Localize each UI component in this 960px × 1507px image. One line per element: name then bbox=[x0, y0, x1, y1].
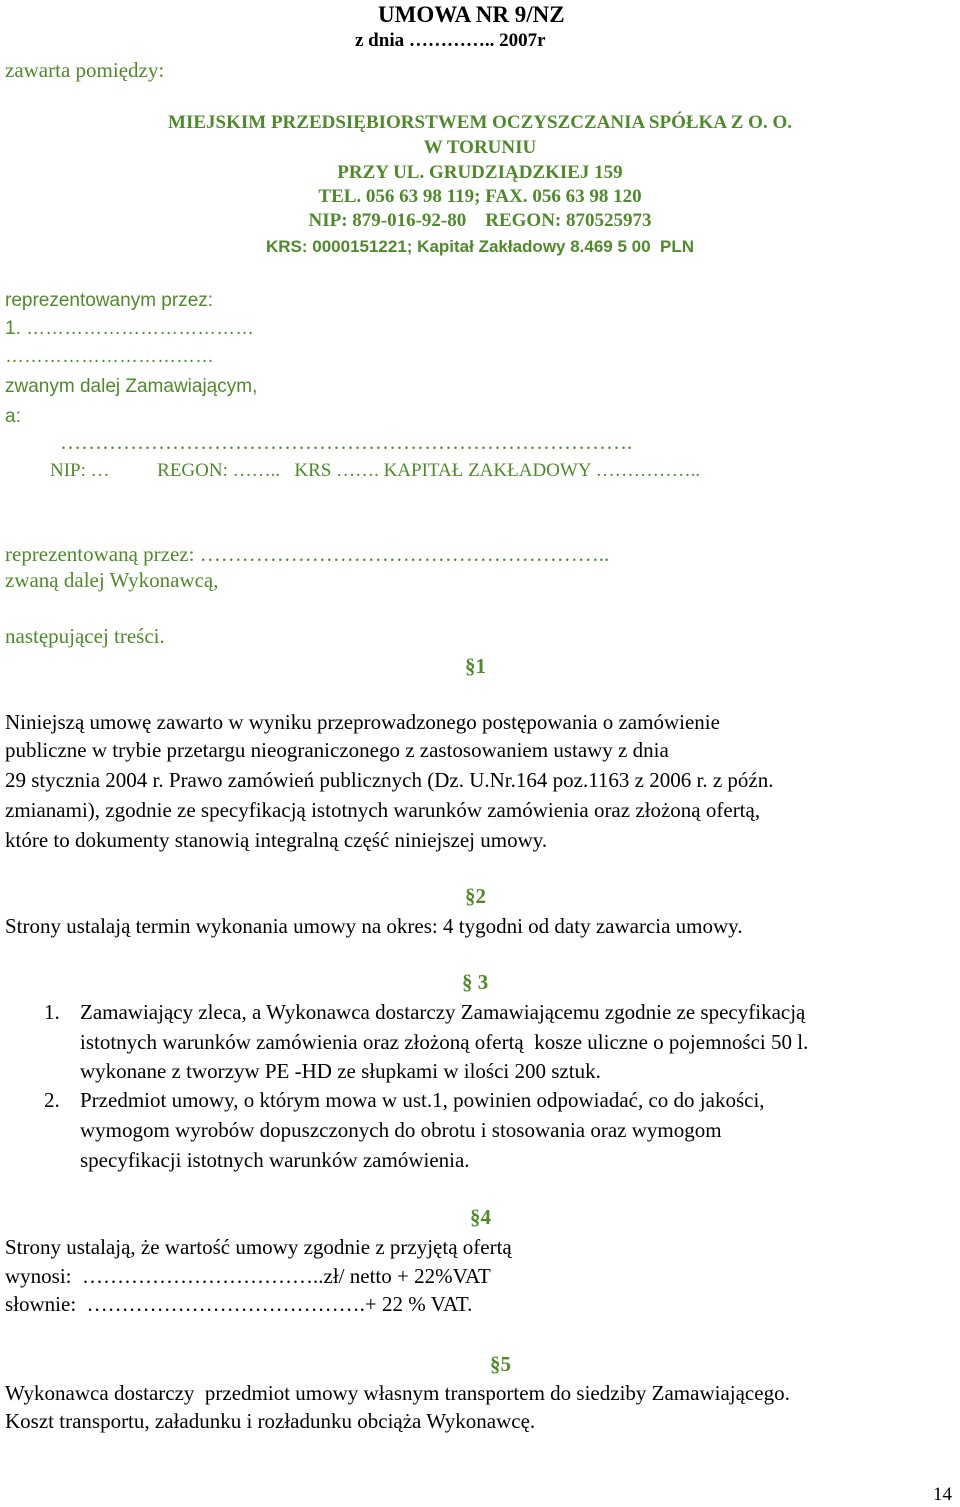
section-4-heading: §4 bbox=[470, 1205, 491, 1229]
client-rep-label: reprezentowanym przez: bbox=[5, 290, 214, 311]
section-3-heading: § 3 bbox=[462, 970, 489, 994]
list-item-line: istotnych warunków zamówienia oraz złożoną ofertą kosze uliczne o pojemności 50 l. bbox=[80, 1030, 809, 1054]
list-item-number: 2. bbox=[44, 1088, 60, 1112]
section-1-line: Niniejszą umowę zawarto w wyniku przeprowadzonego postępowania o zamówienie bbox=[5, 710, 720, 734]
list-item-number: 1. bbox=[44, 1000, 60, 1024]
client-krs-capital: KRS: 0000151221; Kapitał Zakładowy 8.469 5 00 PLN bbox=[265, 237, 695, 256]
section-4-line: Strony ustalają, że wartość umowy zgodnie z przyjętą ofertą bbox=[5, 1235, 512, 1259]
section-5-heading: §5 bbox=[490, 1352, 511, 1376]
content-intro: następującej treści. bbox=[5, 624, 165, 648]
client-address: PRZY UL. GRUDZIĄDZKIEJ 159 bbox=[337, 162, 623, 183]
document-title: UMOWA NR 9/NZ bbox=[378, 2, 565, 27]
client-name-line1: MIEJSKIM PRZEDSIĘBIORSTWEM OCZYSZCZANIA SPÓŁKA Z O. O. bbox=[168, 112, 792, 133]
section-5-line: Koszt transportu, załadunku i rozładunku obciąża Wykonawcę. bbox=[5, 1409, 536, 1433]
section-1-line: publiczne w trybie przetargu nieograniczonego z zastosowaniem ustawy z dnia bbox=[5, 738, 669, 762]
and-label: a: bbox=[5, 406, 21, 427]
client-phone-fax: TEL. 056 63 98 119; FAX. 056 63 98 120 bbox=[318, 186, 642, 207]
page-number: 14 bbox=[933, 1484, 952, 1505]
section-1-heading: §1 bbox=[465, 654, 486, 678]
section-2-text: Strony ustalają termin wykonania umowy na okres: 4 tygodni od daty zawarcia umowy. bbox=[5, 914, 743, 938]
section-1-line: które to dokumenty stanowią integralną część niniejszej umowy. bbox=[5, 828, 548, 852]
section-4-line: słownie: ………………………………….+ 22 % VAT. bbox=[5, 1292, 473, 1316]
section-4-line: wynosi: ……………………………..zł/ netto + 22%VAT bbox=[5, 1264, 491, 1288]
list-item-line: Przedmiot umowy, o którym mowa w ust.1, powinien odpowiadać, co do jakości, bbox=[80, 1088, 765, 1112]
section-2-heading: §2 bbox=[465, 884, 486, 908]
list-item-line: Zamawiający zleca, a Wykonawca dostarczy Zamawiającemu zgodnie ze specyfikacją bbox=[80, 1000, 806, 1024]
client-rep-line1: 1. ……………………………… bbox=[5, 318, 255, 339]
list-item-line: specyfikacji istotnych warunków zamówienia. bbox=[80, 1148, 470, 1172]
client-name-line2: W TORUNIU bbox=[423, 137, 537, 158]
section-1-line: 29 stycznia 2004 r. Prawo zamówień publicznych (Dz. U.Nr.164 poz.1163 z 2006 r. z późn. bbox=[5, 768, 774, 792]
section-1-line: zmianami), zgodnie ze specyfikacją istotnych warunków zamówienia oraz złożoną ofertą, bbox=[5, 798, 761, 822]
contract-intro: zawarta pomiędzy: bbox=[5, 58, 165, 82]
client-rep-line2: …………………………… bbox=[5, 346, 214, 367]
client-nip-regon: NIP: 879-016-92-80 REGON: 870525973 bbox=[308, 210, 652, 231]
client-called: zwanym dalej Zamawiającym, bbox=[5, 376, 258, 397]
section-5-line: Wykonawca dostarczy przedmiot umowy własnym transportem do siedziby Zamawiającego. bbox=[5, 1381, 790, 1405]
list-item-line: wykonane z tworzyw PE -HD ze słupkami w ilości 200 sztuk. bbox=[80, 1059, 601, 1083]
contractor-name-line: ………………………………………………………………………. bbox=[60, 430, 633, 454]
contractor-rep-line: reprezentowaną przez: ………………………………………………….. bbox=[5, 542, 610, 566]
contract-date: z dnia ………….. 2007r bbox=[355, 30, 546, 51]
contractor-called: zwaną dalej Wykonawcą, bbox=[5, 568, 219, 592]
list-item-line: wymogom wyrobów dopuszczonych do obrotu i stosowania oraz wymogom bbox=[80, 1118, 722, 1142]
contractor-ids-line: NIP: … REGON: …….. KRS ……. KAPITAŁ ZAKŁADOWY …………….. bbox=[50, 460, 701, 481]
